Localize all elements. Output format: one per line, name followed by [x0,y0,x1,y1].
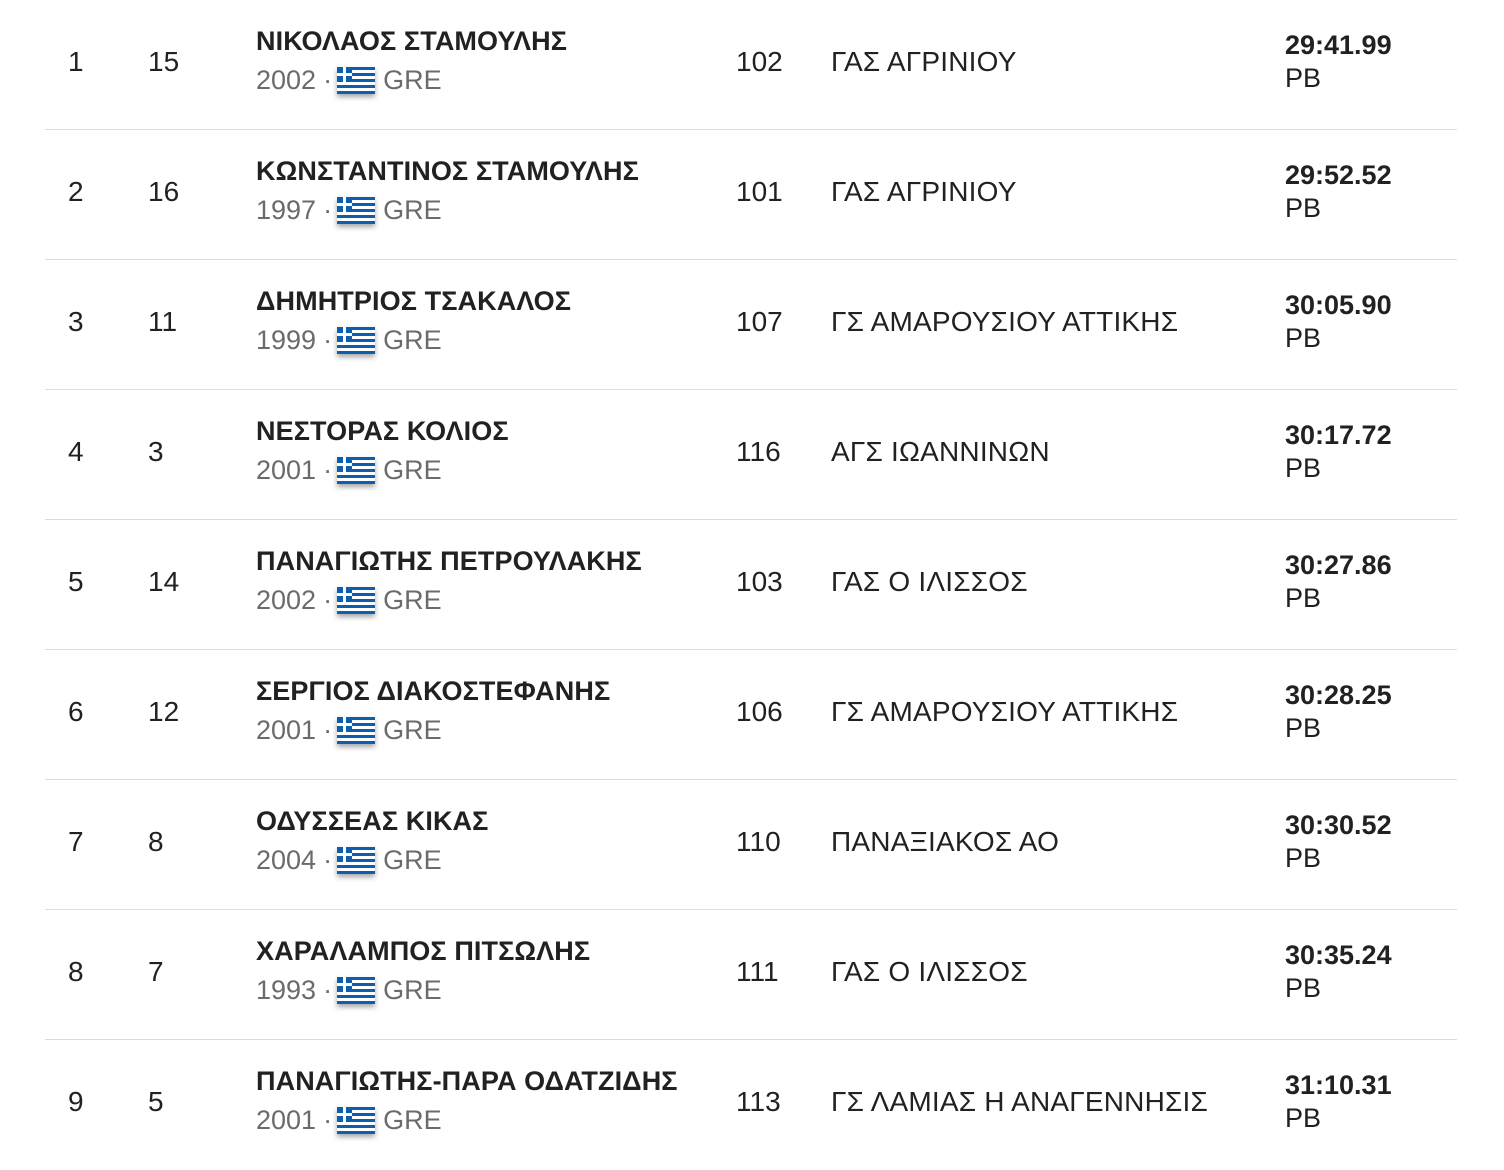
rank: 2 [68,176,84,207]
athlete-info [256,154,639,226]
separator: · [323,1105,333,1135]
lane: 16 [148,176,180,207]
athlete-name[interactable]: ΔΗΜΗΤΡΙΟΣ ΤΣΑΚΑΛΟΣ [256,286,572,316]
country-code: GRE [383,195,442,225]
greece-flag-icon [337,587,375,614]
rank: 6 [68,696,84,727]
result-mark [1285,288,1392,354]
result-mark [1285,678,1392,744]
athlete-name[interactable]: ΚΩΝΣΤΑΝΤΙΝΟΣ ΣΤΑΜΟΥΛΗΣ [256,156,639,186]
separator: · [323,325,333,355]
club-name: ΓΑΣ ΑΓΡΙΝΙΟΥ [831,176,1017,207]
finish-time: 30:05.90 [1285,290,1392,320]
athlete-info [256,414,509,486]
athlete-meta [256,454,509,486]
separator: · [323,65,333,95]
result-row[interactable] [45,390,1457,520]
finish-time: 30:30.52 [1285,810,1392,840]
rank: 7 [68,826,84,857]
country-code: GRE [383,585,442,615]
result-row[interactable] [45,650,1457,780]
birth-year: 2001 [256,1105,317,1135]
finish-time: 31:10.31 [1285,1070,1392,1100]
result-mark [1285,418,1392,484]
greece-flag-icon [337,67,375,94]
record-note: PB [1285,193,1322,223]
result-mark [1285,938,1392,1004]
separator: · [323,195,333,225]
bib-number: 110 [736,826,781,857]
finish-time: 29:52.52 [1285,160,1392,190]
separator: · [323,845,333,875]
greece-flag-icon [337,717,375,744]
finish-time: 30:35.24 [1285,940,1392,970]
rank: 8 [68,956,84,987]
club-name: ΓΣ ΑΜΑΡΟΥΣΙΟΥ ΑΤΤΙΚΗΣ [831,306,1179,337]
country-code: GRE [383,65,442,95]
club-name: ΓΑΣ ΑΓΡΙΝΙΟΥ [831,46,1017,77]
result-row[interactable] [45,0,1457,130]
record-note: PB [1285,453,1322,483]
greece-flag-icon [337,847,375,874]
athlete-meta [256,974,590,1006]
finish-time: 30:27.86 [1285,550,1392,580]
result-mark [1285,808,1392,874]
rank: 9 [68,1086,84,1117]
athlete-name[interactable]: ΧΑΡΑΛΑΜΠΟΣ ΠΙΤΣΩΛΗΣ [256,936,591,966]
result-row[interactable] [45,520,1457,650]
separator: · [323,455,333,485]
country-code: GRE [383,975,442,1005]
country-code: GRE [383,325,442,355]
athlete-meta [256,714,610,746]
rank: 3 [68,306,84,337]
athlete-info [256,674,610,746]
birth-year: 2001 [256,715,317,745]
record-note: PB [1285,323,1322,353]
record-note: PB [1285,713,1322,743]
country-code: GRE [383,715,442,745]
athlete-name[interactable]: ΟΔΥΣΣΕΑΣ ΚΙΚΑΣ [256,806,489,836]
finish-time: 30:17.72 [1285,420,1392,450]
birth-year: 1993 [256,975,317,1005]
birth-year: 1999 [256,325,317,355]
greece-flag-icon [337,197,375,224]
athlete-info [256,1064,678,1136]
athlete-name[interactable]: ΣΕΡΓΙΟΣ ΔΙΑΚΟΣΤΕΦΑΝΗΣ [256,676,611,706]
bib-number: 102 [736,46,783,77]
club-name: ΓΑΣ Ο ΙΛΙΣΣΟΣ [831,566,1028,597]
bib-number: 107 [736,306,783,337]
lane: 5 [148,1086,164,1117]
athlete-name[interactable]: ΠΑΝΑΓΙΩΤΗΣ ΠΕΤΡΟΥΛΑΚΗΣ [256,546,642,576]
results-list [45,0,1457,1170]
lane: 12 [148,696,180,727]
bib-number: 116 [736,436,781,467]
greece-flag-icon [337,977,375,1004]
result-row[interactable] [45,780,1457,910]
athlete-info [256,284,571,356]
club-name: ΓΑΣ Ο ΙΛΙΣΣΟΣ [831,956,1028,987]
result-mark [1285,1068,1392,1134]
result-row[interactable] [45,910,1457,1040]
result-row[interactable] [45,260,1457,390]
record-note: PB [1285,63,1322,93]
result-row[interactable] [45,1040,1457,1170]
bib-number: 111 [736,956,779,987]
club-name: ΓΣ ΛΑΜΙΑΣ Η ΑΝΑΓΕΝΝΗΣΙΣ [831,1086,1208,1117]
finish-time: 30:28.25 [1285,680,1392,710]
result-mark [1285,28,1392,94]
athlete-meta [256,194,639,226]
club-name: ΓΣ ΑΜΑΡΟΥΣΙΟΥ ΑΤΤΙΚΗΣ [831,696,1179,727]
rank: 4 [68,436,84,467]
birth-year: 2002 [256,585,317,615]
birth-year: 2004 [256,845,317,875]
birth-year: 2001 [256,455,317,485]
bib-number: 101 [736,176,783,207]
lane: 14 [148,566,180,597]
country-code: GRE [383,1105,442,1135]
result-mark [1285,548,1392,614]
result-row[interactable] [45,130,1457,260]
country-code: GRE [383,845,442,875]
separator: · [323,715,333,745]
club-name: ΑΓΣ ΙΩΑΝΝΙΝΩΝ [831,436,1050,467]
athlete-name[interactable]: ΠΑΝΑΓΙΩΤΗΣ-ΠΑΡΑ ΟΔΑΤΖΙΔΗΣ [256,1066,678,1096]
separator: · [323,975,333,1005]
athlete-info [256,934,590,1006]
record-note: PB [1285,973,1322,1003]
bib-number: 113 [736,1086,781,1117]
athlete-name[interactable]: ΝΙΚΟΛΑΟΣ ΣΤΑΜΟΥΛΗΣ [256,26,568,56]
bib-number: 103 [736,566,783,597]
lane: 8 [148,826,164,857]
athlete-meta [256,324,571,356]
country-code: GRE [383,455,442,485]
athlete-info [256,804,488,876]
rank: 5 [68,566,84,597]
athlete-meta [256,64,567,96]
result-mark [1285,158,1392,224]
lane: 11 [148,306,178,337]
lane: 7 [148,956,164,987]
record-note: PB [1285,583,1322,613]
athlete-info [256,544,642,616]
record-note: PB [1285,1103,1322,1133]
greece-flag-icon [337,327,375,354]
athlete-meta [256,1104,678,1136]
birth-year: 2002 [256,65,317,95]
club-name: ΠΑΝΑΞΙΑΚΟΣ ΑΟ [831,826,1060,857]
rank: 1 [68,46,84,77]
separator: · [323,585,333,615]
finish-time: 29:41.99 [1285,30,1392,60]
athlete-info [256,24,567,96]
birth-year: 1997 [256,195,317,225]
greece-flag-icon [337,1107,375,1134]
record-note: PB [1285,843,1322,873]
bib-number: 106 [736,696,783,727]
athlete-name[interactable]: ΝΕΣΤΟΡΑΣ ΚΟΛΙΟΣ [256,416,509,446]
lane: 3 [148,436,164,467]
athlete-meta [256,844,488,876]
lane: 15 [148,46,180,77]
athlete-meta [256,584,642,616]
greece-flag-icon [337,457,375,484]
